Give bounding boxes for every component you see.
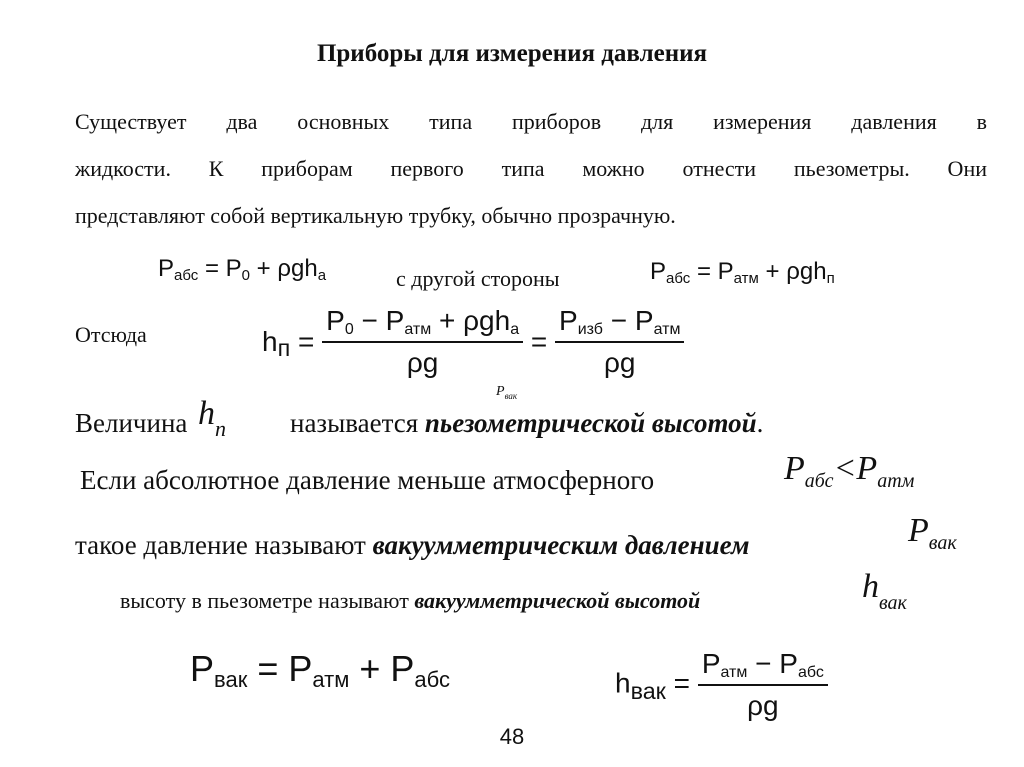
paragraph-line: представляют собой вертикальную трубку, обычно прозрачную. — [75, 203, 676, 228]
hence-label: Отсюда — [75, 322, 147, 347]
formula-absolute-pressure: $P_{абс} = P_0 + \rho gh_a$ — [158, 255, 327, 284]
other-side-text: с другой стороны — [396, 266, 560, 291]
paragraph-line: Существует два основных типа приборов для измерения давления в — [75, 109, 987, 134]
p-vak-small-symbol: $P_{вак}$ — [496, 384, 518, 401]
h-vak-symbol: $h_{вак}$ — [862, 568, 907, 614]
piezometric-height-term: пьезометрической высотой — [424, 408, 757, 438]
h-p-symbol: $h_п$ — [198, 395, 226, 441]
formula-vacuum-height: $h_{вак}$ = $\frac{P_{атм} - P_{абс}}{\rho g}$ — [615, 648, 828, 722]
page-title: Приборы для измерения давления — [316, 40, 708, 67]
vacuum-pressure-term: вакуумметрическим давлением — [372, 530, 750, 560]
vacuum-pressure-sentence: такое давление называют вакуумметрическим давлением — [75, 530, 750, 560]
intro-paragraph — [75, 98, 987, 239]
fraction-2: $\frac{P_{изб} - P_{атм}}{\rho g}$ — [555, 305, 684, 379]
pressure-comparison: $P_{абс}<P_{атм}$ — [784, 450, 915, 492]
vacuum-condition-text: Если абсолютное давление меньше атмосферного — [80, 465, 655, 495]
formula-piezometric-height: $h_п$ = $\frac{P_0 - P_{атм} + \rho gh_a}{\rho g}$ = $\frac{P_{изб} - P_{атм}}{\rho g}$ — [262, 305, 684, 379]
page-number: 48 — [499, 724, 525, 749]
formula-absolute-pressure-alt: $P_{абс} = P_{атм} + \rho gh_п$ — [650, 258, 835, 287]
piezometric-height-sentence: называется пьезометрической высотой. — [290, 408, 764, 438]
fraction-vacuum: $\frac{P_{атм} - P_{абс}}{\rho g}$ — [698, 648, 828, 722]
vacuum-height-term: вакуумметрической высотой — [414, 588, 701, 613]
vacuum-height-sentence: высоту в пьезометре называют вакуумметрической высотой — [120, 588, 701, 613]
fraction-1: $\frac{P_0 - P_{атм} + \rho gh_a}{\rho g}$ — [322, 305, 523, 379]
quantity-label: Величина — [75, 408, 188, 438]
p-vak-symbol: $P_{вак}$ — [908, 512, 957, 554]
paragraph-line: жидкости. К приборам первого типа можно отнести пьезометры. Они — [75, 156, 987, 181]
formula-vacuum-pressure: $P_{вак} = P_{атм} + P_{абс}$ — [190, 648, 450, 692]
